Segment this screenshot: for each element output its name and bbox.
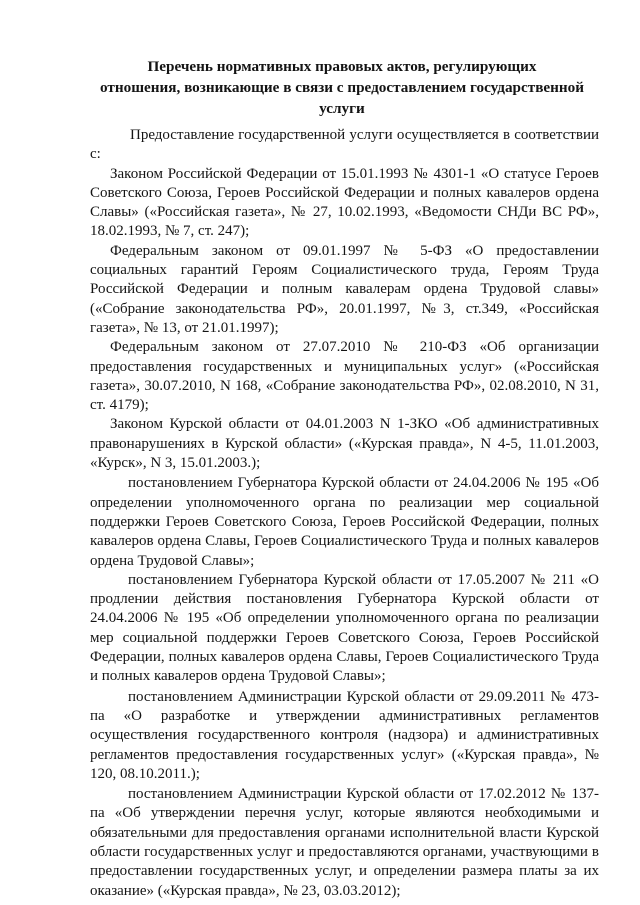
act-item-7: постановлением Администрации Курской области от 29.09.2011 № 473-па «О разработке и утверждении административных регламентов осуществления государственного контроля (надзора) и административных регламентов предоставления государственных услуг» («Курская правда», № 120, 08.10.2011.);	[90, 688, 599, 782]
act-item-3: Федеральным законом от 27.07.2010 № 210-ФЗ «Об организации предоставления государственных и муниципальных услуг» («Российская газета», 30.07.2010, N 168, «Собрание законодательства РФ», 02.08.2010, N 31, ст. 4179);	[90, 339, 599, 414]
intro-paragraph: Предоставление государственной услуги осуществляется в соответствии с:	[90, 127, 599, 163]
act-item-2: Федеральным законом от 09.01.1997 № 5-ФЗ «О предоставлении социальных гарантий Героям Социалистического труда, Героям Труда Российской Федерации и полным кавалерам ордена Трудовой славы» («Собрание законодательства РФ», 20.01.1997, №3, ст.349, «Российская газета», № 13, от 21.01.1997);	[90, 242, 599, 336]
act-item-5: постановлением Губернатора Курской области от 24.04.2006 № 195 «Об определении уполномоченного органа по реализации мер социальной поддержки Героев Советского Союза, Героев Российской Федерации, полных кавалеров ордена Славы, Героев Социалистического Труда и полных кавалеров ордена Трудовой Славы»;	[90, 475, 599, 569]
title-line-3: услуги	[319, 100, 365, 117]
act-item-4: Законом Курской области от 04.01.2003 N 1-ЗКО «Об административных правонарушениях в Курской области» («Курская правда», N 4-5, 11.01.2003, «Курск», N 3, 15.01.2003.);	[90, 416, 599, 472]
act-item-6: постановлением Губернатора Курской области от 17.05.2007 № 211 «О продлении действия постановления Губернатора Курской области от 24.04.2006 № 195 «Об определении уполномоченного органа по реализации мер социальной поддержки Героев Советского Союза, Героев Российской Федерации, полных кавалеров ордена Славы, Героев Социалистического Труда и полных кавалеров ордена Трудовой Славы»;	[90, 571, 599, 685]
title-line-1: Перечень нормативных правовых актов, регулирующих	[147, 58, 537, 75]
act-item-1: Законом Российской Федерации от 15.01.1993 № 4301-1 «О статусе Героев Советского Союза, Героев Российской Федерации и полных кавалеров ордена Славы» («Российская газета», № 27, 10.02.1993, «Ведомости СНДи ВС РФ», 18.02.1993, № 7, ст. 247);	[90, 165, 599, 240]
document-body	[90, 126, 599, 901]
act-item-8: постановлением Администрации Курской области от 17.02.2012 № 137-па «Об утверждении перечня услуг, которые являются необходимыми и обязательными для предоставления органами исполнительной власти Курской области государственных услуг и предоставляются органами, участвующими в предоставлении государственных услуг, и определении размера платы за их оказание» («Курская правда», № 23, 03.03.2012);	[90, 786, 599, 899]
title-line-2: отношения, возникающие в связи с предоставлением государственной	[100, 79, 584, 96]
document-title	[92, 56, 592, 119]
